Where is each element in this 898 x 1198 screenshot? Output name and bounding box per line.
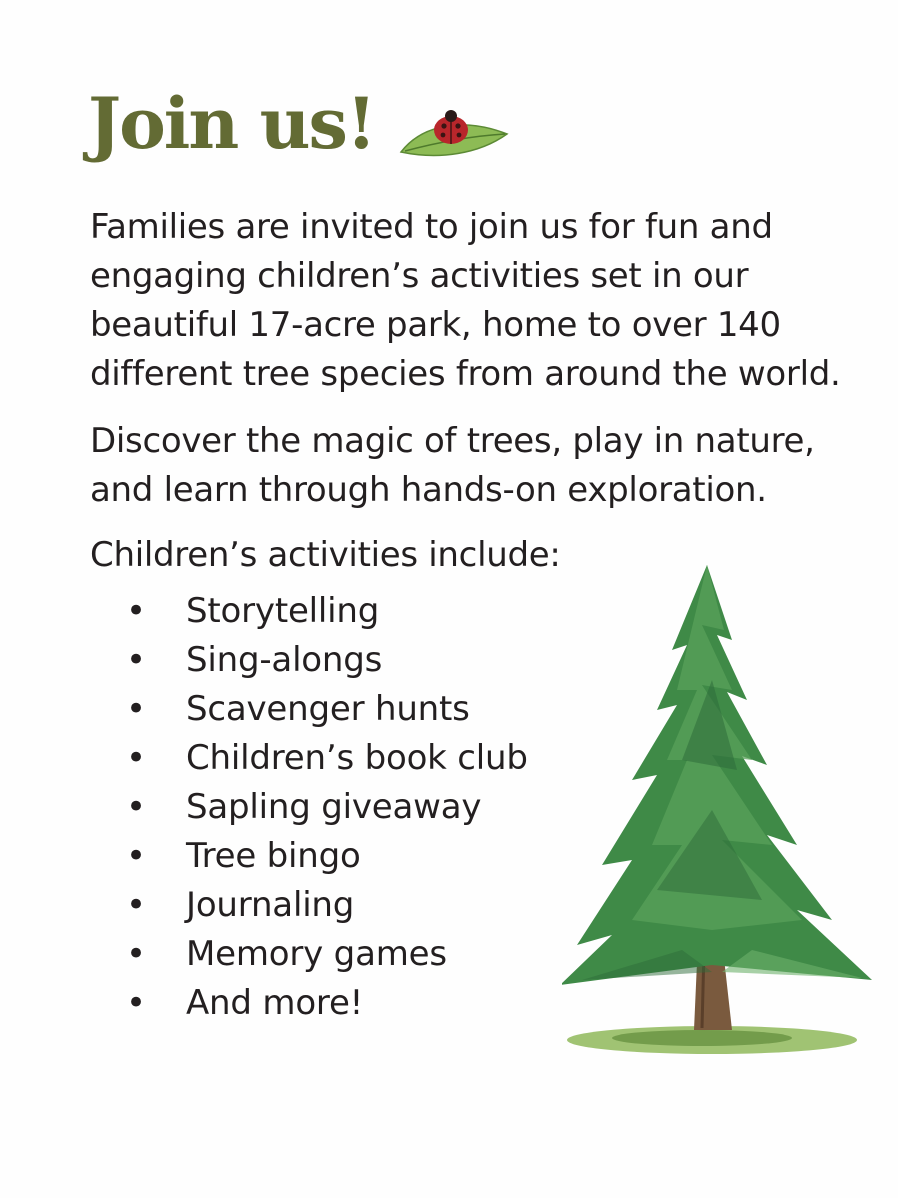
bullet: • (126, 591, 146, 631)
activities-list (90, 587, 528, 1028)
list-item (90, 734, 528, 783)
activity-label: Scavenger hunts (186, 689, 470, 729)
activity-label: Children’s book club (186, 738, 528, 778)
activity-label: Sing-alongs (186, 640, 383, 680)
bullet: • (126, 934, 146, 974)
bullet: • (126, 885, 146, 925)
activity-label: Storytelling (186, 591, 380, 631)
list-item (90, 930, 528, 979)
bullet: • (126, 738, 146, 778)
activity-label: Memory games (186, 934, 447, 974)
bullet: • (126, 787, 146, 827)
bullet: • (126, 689, 146, 729)
activities-heading: Children’s activities include: (90, 535, 561, 575)
list-item (90, 636, 528, 685)
list-item (90, 881, 528, 930)
activity-label: Tree bingo (186, 836, 361, 876)
bullet: • (126, 640, 146, 680)
list-item (90, 783, 528, 832)
list-item (90, 979, 528, 1028)
activity-label: Journaling (186, 885, 355, 925)
bullet: • (126, 836, 146, 876)
intro-paragraph: Families are invited to join us for fun and engaging children’s activities set in our beautiful 17-acre park, home to over 140 different tree species from around the world. (90, 207, 841, 394)
ladybug-on-leaf-icon (399, 104, 511, 160)
page-title: Join us! (88, 82, 375, 165)
bullet: • (126, 983, 146, 1023)
activity-label: Sapling giveaway (186, 787, 482, 827)
list-item (90, 832, 528, 881)
pine-tree-illustration (562, 560, 882, 1060)
activity-label: And more! (186, 983, 364, 1023)
heading-row (88, 82, 511, 165)
list-item (90, 685, 528, 734)
list-item (90, 587, 528, 636)
discover-paragraph: Discover the magic of trees, play in nature, and learn through hands-on exploration. (90, 421, 815, 510)
